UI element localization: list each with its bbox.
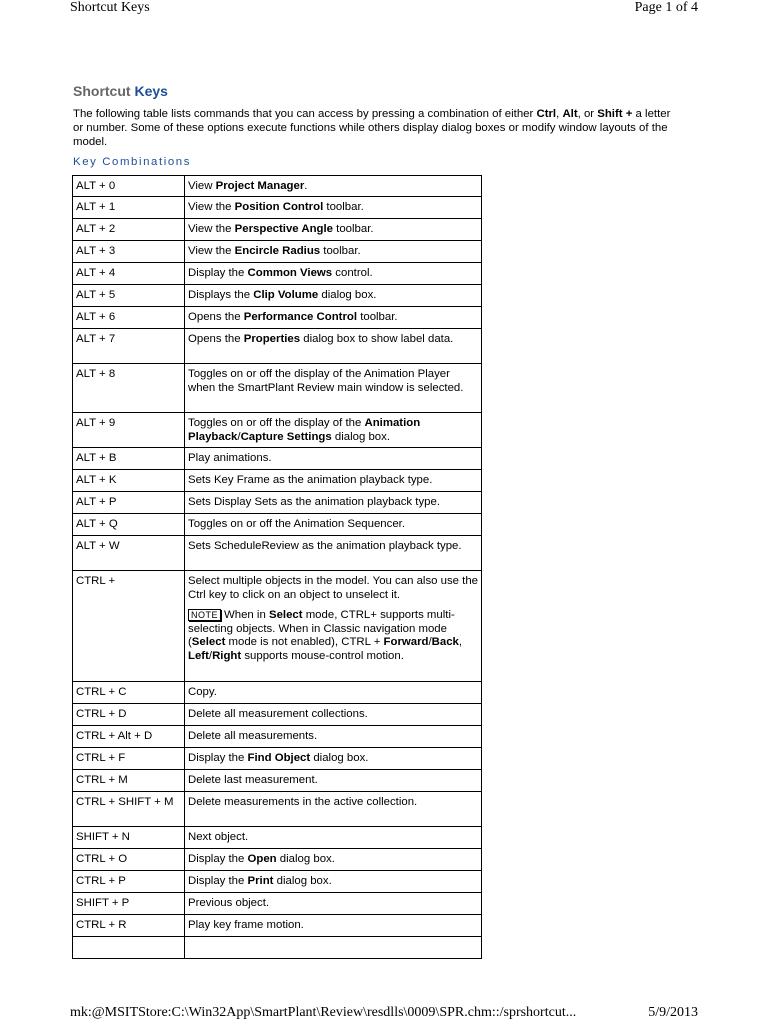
text-run: a letter or number. Some of these options execute functions while others display dialog boxes or modify window layouts of the model.: [73, 108, 671, 148]
text-run: Display the: [188, 752, 248, 764]
text-run: Delete measurements in the active collection.: [188, 796, 418, 808]
table-row: [73, 748, 482, 770]
shortcut-description-cell: [185, 263, 482, 285]
table-row: [73, 893, 482, 915]
shortcut-key-cell: ALT + 2: [73, 219, 185, 241]
text-run: supports mouse-control motion.: [241, 649, 404, 662]
description-text: [188, 452, 479, 466]
shortcut-key-cell: CTRL + D: [73, 704, 185, 726]
shortcut-key-cell: ALT + 8: [73, 364, 185, 413]
bold-text: Back: [431, 636, 459, 648]
description-text: [188, 417, 479, 444]
shortcut-key-cell: CTRL + M: [73, 770, 185, 792]
shortcut-key-cell: ALT + 6: [73, 307, 185, 329]
shortcut-key-cell: CTRL + F: [73, 748, 185, 770]
shortcut-key-cell: ALT + 1: [73, 197, 185, 219]
text-run: toolbar.: [323, 201, 364, 213]
shortcut-key-cell: ALT + Q: [73, 514, 185, 536]
shortcut-key-cell: ALT + 5: [73, 285, 185, 307]
bold-text: Left: [188, 649, 209, 662]
shortcut-description-cell: [185, 413, 482, 448]
bold-text: Perspective Angle: [234, 223, 333, 235]
shortcut-description-cell: [185, 329, 482, 364]
description-text: [188, 831, 479, 845]
text-run: toolbar.: [357, 311, 398, 323]
bold-text: Position Control: [234, 201, 324, 213]
shortcut-description-cell: [185, 792, 482, 827]
bold-text: Performance Control: [243, 311, 358, 323]
table-row: [73, 219, 482, 241]
table-row: [73, 285, 482, 307]
note-text: [188, 609, 479, 663]
text-run: Delete all measurements.: [188, 730, 318, 742]
text-run: dialog box.: [276, 853, 335, 865]
table-row: [73, 492, 482, 514]
shortcut-key-cell: ALT + 7: [73, 329, 185, 364]
footer-path: mk:@MSITStore:C:\Win32App\SmartPlant\Review\resdlls\0009\SPR.chm::/sprshortcut...: [70, 1005, 577, 1020]
table-row: [73, 329, 482, 364]
bold-text: Capture Settings: [240, 430, 332, 443]
bold-text: Select: [191, 636, 226, 648]
description-text: [188, 575, 479, 602]
description-text: [188, 774, 479, 788]
shortcut-key-cell: SHIFT + P: [73, 893, 185, 915]
text-run: toolbar.: [320, 245, 361, 257]
title-part-1: Shortcut: [73, 83, 135, 99]
bold-text: Open: [247, 853, 277, 865]
shortcut-key-cell: CTRL + SHIFT + M: [73, 792, 185, 827]
text-run: Copy.: [188, 686, 217, 698]
shortcut-description-cell: [185, 364, 482, 413]
bold-text: Common Views: [247, 267, 333, 279]
bold-text: Animation Playback: [188, 417, 421, 443]
bold-text: Print: [247, 875, 274, 887]
text-run: Displays the: [188, 289, 254, 301]
text-run: /: [428, 636, 432, 648]
text-run: The following table lists commands that you can access by pressing a combination of either: [73, 108, 537, 120]
shortcut-key-cell: ALT + 9: [73, 413, 185, 448]
table-row: [73, 770, 482, 792]
shortcut-description-cell: [185, 241, 482, 263]
shortcut-description-cell: [185, 849, 482, 871]
table-row: [73, 241, 482, 263]
bold-text: Encircle Radius: [234, 245, 321, 257]
bold-text: Right: [212, 649, 242, 662]
text-run: toolbar.: [333, 223, 374, 235]
table-row: [73, 307, 482, 329]
text-run: Delete all measurement collections.: [188, 708, 368, 720]
text-run: Delete last measurement.: [188, 774, 318, 786]
description-text: [188, 708, 479, 722]
description-text: [188, 796, 479, 810]
description-text: [188, 518, 479, 532]
shortcut-description-cell: [185, 448, 482, 470]
shortcut-description-cell: [185, 571, 482, 682]
text-run: .: [304, 180, 308, 192]
text-run: Display the: [188, 875, 248, 887]
shortcut-description-cell: [185, 937, 482, 959]
text-run: Play animations.: [188, 452, 272, 464]
description-text: [188, 919, 479, 933]
shortcut-description-cell: [185, 492, 482, 514]
shortcut-description-cell: [185, 219, 482, 241]
description-text: [188, 289, 479, 303]
shortcut-key-cell: CTRL + Alt + D: [73, 726, 185, 748]
table-row: [73, 413, 482, 448]
text-run: View the: [188, 245, 235, 257]
table-row: [73, 937, 482, 959]
shortcut-description-cell: [185, 682, 482, 704]
text-run: Opens the: [188, 311, 244, 323]
description-text: [188, 474, 479, 488]
shortcut-key-cell: CTRL + R: [73, 915, 185, 937]
shortcut-description-cell: [185, 285, 482, 307]
footer-date: 5/9/2013: [648, 1005, 698, 1020]
shortcut-key-cell: CTRL +: [73, 571, 185, 682]
shortcut-description-cell: [185, 514, 482, 536]
bold-text: Clip Volume: [253, 289, 319, 301]
text-run: Sets ScheduleReview as the animation playback type.: [188, 540, 462, 552]
table-row: [73, 536, 482, 571]
text-run: mode, CTRL+ supports multi-selecting objects. When in Classic navigation mode (: [188, 609, 455, 648]
intro-paragraph: [73, 107, 683, 149]
text-run: dialog box.: [331, 430, 390, 443]
table-row: [73, 176, 482, 197]
text-run: dialog box.: [318, 289, 377, 301]
table-row: [73, 915, 482, 937]
shortcut-table: [72, 175, 482, 959]
table-row: [73, 726, 482, 748]
description-text: [188, 752, 479, 766]
shortcut-description-cell: [185, 893, 482, 915]
text-run: Previous object.: [188, 897, 270, 909]
shortcut-key-cell: [73, 937, 185, 959]
shortcut-key-cell: ALT + 0: [73, 176, 185, 197]
bold-text: Forward: [383, 636, 429, 648]
text-run: Select multiple objects in the model. You can also use the Ctrl key to click on an object to unselect it.: [188, 575, 479, 601]
bold-text: Shift +: [597, 108, 633, 120]
description-text: [188, 730, 479, 744]
page-title: [73, 83, 168, 99]
text-run: View the: [188, 201, 235, 213]
description-text: [188, 496, 479, 510]
shortcut-description-cell: [185, 197, 482, 219]
shortcut-key-cell: ALT + W: [73, 536, 185, 571]
shortcut-key-cell: CTRL + C: [73, 682, 185, 704]
shortcut-description-cell: [185, 915, 482, 937]
description-text: [188, 333, 479, 347]
description-text: [188, 686, 479, 700]
bold-text: Alt: [562, 108, 578, 120]
description-text: [188, 311, 479, 325]
text-run: Toggles on or off the Animation Sequencer.: [188, 518, 405, 530]
text-run: /: [237, 430, 241, 443]
section-heading: Key Combinations: [73, 156, 192, 168]
text-run: View: [188, 180, 216, 192]
text-run: dialog box to show label data.: [300, 333, 454, 345]
table-row: [73, 682, 482, 704]
table-row: [73, 197, 482, 219]
header-page-number: Page 1 of 4: [634, 0, 698, 15]
shortcut-key-cell: ALT + B: [73, 448, 185, 470]
title-part-2: Keys: [134, 83, 168, 99]
description-text: [188, 267, 479, 281]
bold-text: Find Object: [247, 752, 311, 764]
shortcut-key-cell: SHIFT + N: [73, 827, 185, 849]
table-row: [73, 849, 482, 871]
table-row: [73, 470, 482, 492]
description-text: [188, 223, 479, 237]
text-run: ,: [556, 108, 563, 120]
text-run: , or: [577, 108, 598, 120]
bold-text: Properties: [243, 333, 301, 345]
table-row: [73, 514, 482, 536]
shortcut-key-cell: CTRL + P: [73, 871, 185, 893]
text-run: Next object.: [188, 831, 249, 843]
shortcut-description-cell: [185, 176, 482, 197]
shortcut-description-cell: [185, 536, 482, 571]
shortcut-description-cell: [185, 307, 482, 329]
text-run: ,: [458, 636, 463, 648]
table-row: [73, 827, 482, 849]
text-run: Sets Key Frame as the animation playback type.: [188, 474, 433, 486]
text-run: Toggles on or off the display of the: [188, 417, 365, 429]
text-run: dialog box.: [310, 752, 369, 764]
text-run: dialog box.: [273, 875, 332, 887]
text-run: Display the: [188, 267, 248, 279]
text-run: When in: [224, 609, 269, 621]
shortcut-description-cell: [185, 704, 482, 726]
text-run: Toggles on or off the display of the Animation Player when the SmartPlant Review main window is selected.: [188, 368, 464, 394]
shortcut-key-cell: CTRL + O: [73, 849, 185, 871]
shortcut-description-cell: [185, 827, 482, 849]
shortcut-key-cell: ALT + 4: [73, 263, 185, 285]
table-row: [73, 364, 482, 413]
shortcut-description-cell: [185, 726, 482, 748]
shortcut-table-body: [73, 176, 482, 959]
text-run: mode is not enabled), CTRL +: [225, 636, 384, 648]
description-text: [188, 245, 479, 259]
header-title: Shortcut Keys: [70, 0, 150, 15]
shortcut-key-cell: ALT + K: [73, 470, 185, 492]
shortcut-description-cell: [185, 748, 482, 770]
table-row: [73, 571, 482, 682]
table-row: [73, 704, 482, 726]
text-run: Opens the: [188, 333, 244, 345]
note-label-badge: NOTE: [188, 609, 221, 621]
text-run: Display the: [188, 853, 248, 865]
text-run: control.: [332, 267, 373, 279]
bold-text: Project Manager: [215, 180, 305, 192]
table-row: [73, 263, 482, 285]
text-run: /: [208, 649, 213, 662]
bold-text: Select: [268, 609, 303, 621]
description-text: [188, 540, 479, 554]
shortcut-key-cell: ALT + P: [73, 492, 185, 514]
table-row: [73, 871, 482, 893]
table-row: [73, 448, 482, 470]
text-run: Play key frame motion.: [188, 919, 304, 931]
shortcut-description-cell: [185, 871, 482, 893]
description-text: [188, 897, 479, 911]
description-text: [188, 853, 479, 867]
text-run: Sets Display Sets as the animation playback type.: [188, 496, 440, 508]
description-text: [188, 875, 479, 889]
text-run: View the: [188, 223, 235, 235]
shortcut-description-cell: [185, 470, 482, 492]
description-text: [188, 201, 479, 215]
description-text: [188, 368, 479, 395]
description-text: [188, 180, 479, 194]
shortcut-description-cell: [185, 770, 482, 792]
table-row: [73, 792, 482, 827]
bold-text: Ctrl: [536, 108, 557, 120]
shortcut-key-cell: ALT + 3: [73, 241, 185, 263]
